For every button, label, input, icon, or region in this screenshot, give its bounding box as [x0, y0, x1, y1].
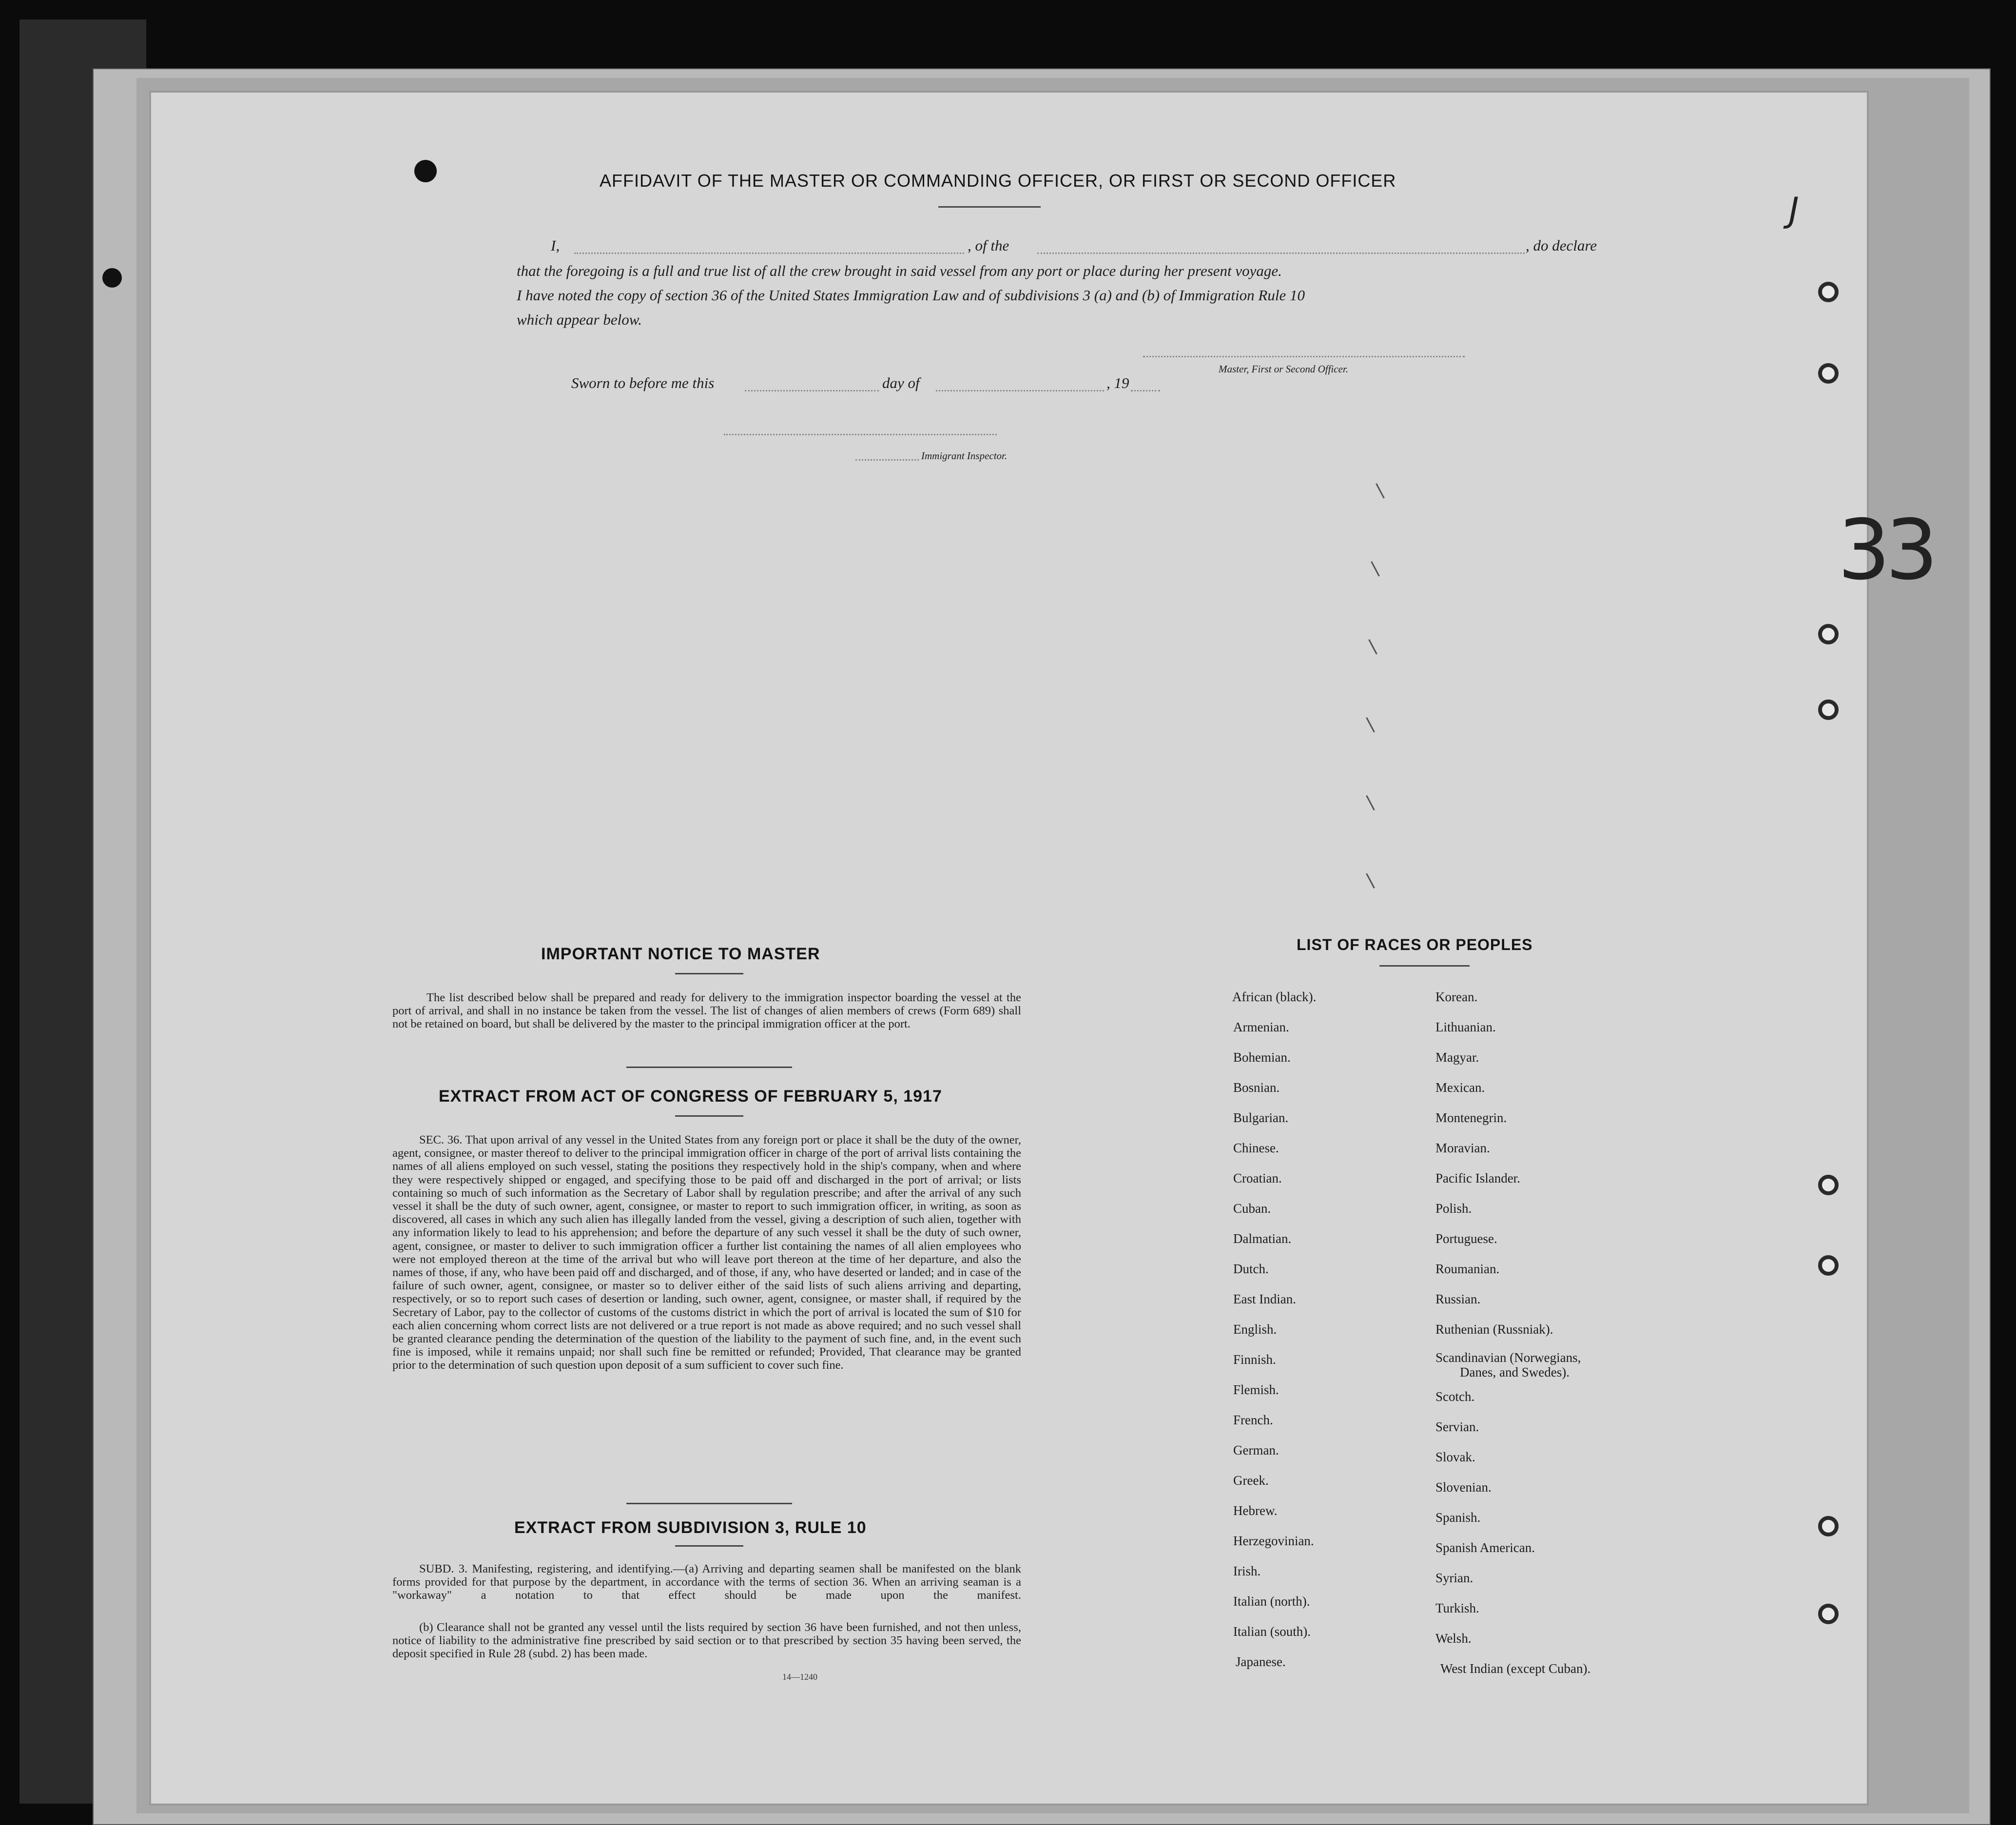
race-item: Montenegrin. — [1435, 1110, 1507, 1125]
race-item: Slovenian. — [1435, 1480, 1492, 1495]
race-item: Ruthenian (Russniak). — [1435, 1322, 1553, 1337]
race-item: Spanish American. — [1435, 1540, 1535, 1555]
declaration-of-the: , of the — [968, 237, 1009, 254]
vessel-blank — [1037, 252, 1525, 254]
race-item: Slovak. — [1435, 1450, 1475, 1464]
race-item: German. — [1233, 1443, 1279, 1457]
race-item: Pacific Islander. — [1435, 1171, 1520, 1185]
punch-hole — [1818, 699, 1839, 720]
race-item: Turkish. — [1435, 1601, 1479, 1615]
check-tick — [1366, 717, 1375, 732]
sworn-year-blank — [1131, 390, 1160, 391]
race-item: West Indian (except Cuban). — [1440, 1661, 1591, 1676]
race-item: Roumanian. — [1435, 1262, 1500, 1276]
declaration-line-4: which appear below. — [517, 311, 642, 328]
rule-body-b: (b) Clearance shall not be granted any vessel until the lists required by section 36 have been furnished, and not then unless, notice of liability to the administrative fine prescribed by said section or to that prescribed by section 35 having been served, the deposit specified in Rule 28 (subd. 2) has been made. — [392, 1621, 1021, 1661]
race-item: Greek. — [1233, 1473, 1269, 1488]
sworn-year: , 19 — [1106, 374, 1129, 391]
race-item: Italian (south). — [1233, 1624, 1311, 1639]
punch-hole — [102, 268, 122, 288]
act-divider — [626, 1503, 792, 1504]
declaration-line-3: I have noted the copy of section 36 of the United States Immigration Law and of subdivisions 3 (a) and (b) of Immigration Rule 10 — [517, 287, 1305, 304]
race-item: Bulgarian. — [1233, 1110, 1289, 1125]
race-item: Spanish. — [1435, 1510, 1481, 1525]
race-item: Japanese. — [1236, 1654, 1286, 1669]
race-item: Chinese. — [1233, 1141, 1279, 1155]
punch-hole — [1818, 363, 1839, 384]
race-item: East Indian. — [1233, 1292, 1296, 1306]
race-item: Hebrew. — [1233, 1503, 1278, 1518]
race-item: Dutch. — [1233, 1262, 1269, 1276]
race-item: Syrian. — [1435, 1571, 1473, 1585]
punch-hole — [1818, 1175, 1839, 1195]
race-item: Irish. — [1233, 1564, 1261, 1578]
race-item: Polish. — [1435, 1201, 1472, 1216]
handwritten-number: 33 — [1838, 502, 1934, 599]
master-signature-line — [1143, 356, 1465, 357]
rule-title: EXTRACT FROM SUBDIVISION 3, RULE 10 — [514, 1518, 867, 1537]
punch-hole — [1818, 1516, 1839, 1536]
race-item: Armenian. — [1233, 1020, 1289, 1034]
race-item: Herzegovinian. — [1233, 1534, 1314, 1548]
race-item: Moravian. — [1435, 1141, 1490, 1155]
punch-hole — [1818, 624, 1839, 644]
race-item: French. — [1233, 1413, 1273, 1427]
name-blank — [574, 252, 964, 254]
sworn-day-blank — [745, 390, 879, 391]
race-item: African (black). — [1232, 990, 1317, 1004]
check-tick — [1366, 795, 1375, 810]
race-item: Cuban. — [1233, 1201, 1271, 1216]
race-item: Mexican. — [1435, 1080, 1485, 1095]
rule-body-a: SUBD. 3. Manifesting, registering, and identifying.—(a) Arriving and departing seamen shall be manifested on the blank forms provided for that purpose by the department, in accordance with the terms of section 36. When an arriving seaman is a "workaway" a notation to that effect should be made upon the manifest. — [392, 1562, 1021, 1602]
sworn-day-of: day of — [882, 374, 920, 391]
races-title: LIST OF RACES OR PEOPLES — [1297, 936, 1533, 953]
handwritten-mark: J — [1789, 190, 1799, 230]
race-item: Lithuanian. — [1435, 1020, 1496, 1034]
punch-hole — [1818, 282, 1839, 302]
race-item: Servian. — [1435, 1419, 1479, 1434]
affidavit-page — [151, 93, 1934, 1804]
check-tick — [1366, 873, 1375, 888]
race-item: Scotch. — [1435, 1389, 1475, 1404]
race-item: Finnish. — [1233, 1352, 1276, 1367]
punch-hole — [1818, 1604, 1839, 1624]
race-item: Russian. — [1435, 1292, 1481, 1306]
notice-title: IMPORTANT NOTICE TO MASTER — [541, 945, 820, 963]
race-item: Danes, and Swedes). — [1460, 1365, 1570, 1379]
declaration-line-2: that the foregoing is a full and true list of all the crew brought in said vessel from any port or place during her present voyage. — [517, 262, 1282, 279]
act-rule — [675, 1115, 743, 1117]
master-signature-label: Master, First or Second Officer. — [1219, 363, 1348, 375]
check-tick — [1371, 561, 1380, 576]
rule-rule — [675, 1545, 743, 1547]
race-item: Flemish. — [1233, 1382, 1279, 1397]
affidavit-title: AFFIDAVIT OF THE MASTER OR COMMANDING OFFICER, OR FIRST OR SECOND OFFICER — [600, 171, 1396, 191]
inspector-dots — [855, 459, 919, 461]
notice-divider — [626, 1067, 792, 1068]
sworn-month-blank — [936, 390, 1104, 391]
race-item: English. — [1233, 1322, 1277, 1337]
check-tick — [1368, 639, 1377, 654]
race-item: Dalmatian. — [1233, 1231, 1292, 1246]
punch-hole — [414, 160, 437, 182]
race-item: Bohemian. — [1233, 1050, 1291, 1065]
races-rule — [1379, 965, 1470, 967]
notice-body: The list described below shall be prepared and ready for delivery to the immigration inspector boarding the vessel at the port of arrival, and shall in no instance be taken from the vessel. The list of changes of alien members of crews (Form 689) shall not be retained on board, but shall be delivered by the master to the principal immigration officer at the port. — [392, 991, 1021, 1031]
form-number: 14—1240 — [782, 1672, 817, 1682]
race-item: Scandinavian (Norwegians, — [1435, 1350, 1581, 1365]
act-title: EXTRACT FROM ACT OF CONGRESS OF FEBRUARY 5, 1917 — [439, 1087, 942, 1106]
race-item: Portuguese. — [1435, 1231, 1497, 1246]
race-item: Korean. — [1435, 990, 1478, 1004]
race-item: Croatian. — [1233, 1171, 1282, 1185]
inspector-label: Immigrant Inspector. — [921, 450, 1008, 462]
race-item: Bosnian. — [1233, 1080, 1280, 1095]
race-item: Welsh. — [1435, 1631, 1472, 1646]
declaration-pronoun: I, — [551, 237, 560, 254]
inspector-signature-line — [724, 434, 997, 435]
title-rule — [938, 206, 1041, 208]
check-tick — [1376, 483, 1385, 498]
sworn-text: Sworn to before me this — [571, 374, 715, 391]
punch-hole — [1818, 1255, 1839, 1276]
declaration-do-declare: , do declare — [1526, 237, 1597, 254]
act-body: SEC. 36. That upon arrival of any vessel in the United States from any foreign port or place it shall be the duty of the owner, agent, consignee, or master thereof to deliver to the principal immigration officer in charge of the port of arrival lists containing the names of all aliens employed on such vessel, stating the positions they respectively hold in the ship's company, when and where they were respectively shipped or engaged, and specifying those to be paid off and discharged in the port of arrival; or lists containing so much of such information as the Secretary of Labor shall by regulation prescribe; and after the arrival of any such vessel it shall be the duty of such owner, agent, consignee, or master to report to such immigration officer, in writing, as soon as discovered, all cases in which any such alien has illegally landed from the vessel, giving a description of such alien, together with any information likely to lead to his apprehension; and before the departure of any such vessel it shall be the duty of such owner, agent, consignee, or master to deliver to such immigration officer a further list containing the names of all alien employees who were not employed thereon at the time of the arrival but who will leave port thereon at the time of her departure, and also the names of those, if any, who have been paid off and discharged, and of those, if any, who have deserted or landed; and in case of the failure of such owner, agent, consignee, or master so to deliver either of the said lists of such aliens arriving and departing, respectively, or so to report such cases of desertion or landing, such owner, agent, consignee, or master shall, if required by the Secretary of Labor, pay to the collector of customs of the customs district in which the port of arrival is located the sum of $10 for each alien concerning whom correct lists are not delivered or a true report is not made as above required; and no such vessel shall be granted clearance pending the determination of the question of the liability to the payment of such fine, and, in the event such fine is imposed, while it remains unpaid; nor shall such fine be remitted or refunded; Provided, That clearance may be granted prior to the determination of such question upon deposit of a sum sufficient to cover such fine. — [392, 1133, 1021, 1372]
notice-rule — [675, 973, 743, 974]
race-item: Italian (north). — [1233, 1594, 1310, 1609]
race-item: Magyar. — [1435, 1050, 1479, 1065]
